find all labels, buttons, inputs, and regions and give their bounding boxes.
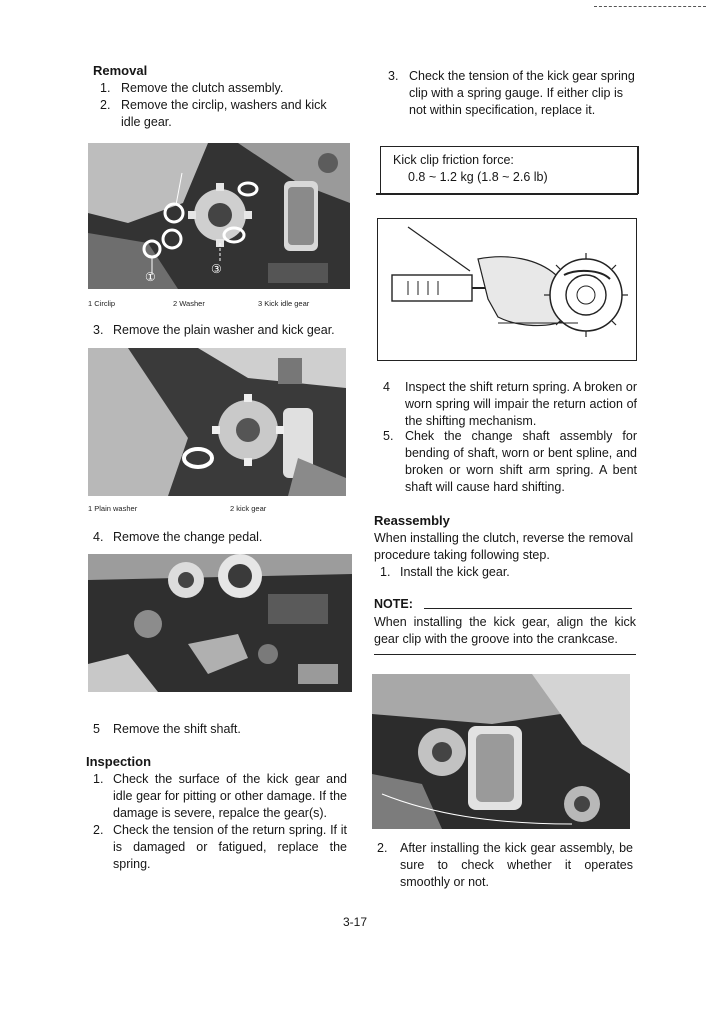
note-bottom-rule <box>374 654 636 655</box>
step-text: Remove the shift shaft. <box>113 722 241 736</box>
note-label-rule <box>424 608 632 609</box>
note-text: When installing the kick gear, align the kick gear clip with the groove into the crankcase. <box>374 615 636 646</box>
figure-spring-gauge-drawing <box>377 218 637 361</box>
step-number: 1. <box>93 772 104 786</box>
step-number: 2. <box>377 841 388 855</box>
scan-mark <box>594 6 706 7</box>
spec-box <box>380 146 639 194</box>
figure-change-pedal-photo <box>88 554 352 692</box>
step-number: 2. <box>93 823 104 837</box>
step-number: 5 <box>93 722 100 736</box>
fig2-caption-plain-washer: 1 Plain washer <box>88 504 138 513</box>
note-label: NOTE: <box>374 597 413 611</box>
step-number: 3. <box>388 69 399 83</box>
step-text: Check the tension of the return spring. If it is damaged or fatigued, replace the spring. <box>113 823 347 871</box>
step-text: Inspect the shift return spring. A broken or worn spring will impair the return action of the shifting mechanism. <box>405 380 637 428</box>
step-number: 5. <box>383 429 394 443</box>
step-text: Chek the change shaft assembly for bending of shaft, worn or bent spline, and broken or worn shift arm spring. A bent shaft will cause hard shifting. <box>405 429 637 494</box>
callout-3: ③ <box>211 262 222 276</box>
spec-value: 0.8 ~ 1.2 kg (1.8 ~ 2.6 lb) <box>408 170 548 184</box>
inspection-heading: Inspection <box>86 754 152 769</box>
step-number: 2. <box>100 98 111 112</box>
fig1-caption-kick-idle-gear: 3 Kick idle gear <box>258 299 310 308</box>
step-text: After installing the kick gear assembly, be sure to check whether it operates smoothly or not. <box>400 841 633 889</box>
fig1-caption-circlip: 1 Circlip <box>88 299 116 308</box>
step-text: Remove the plain washer and kick gear. <box>113 323 335 337</box>
step-text: Install the kick gear. <box>400 565 510 579</box>
removal-heading: Removal <box>93 63 148 78</box>
step-number: 1. <box>380 565 391 579</box>
callout-1: ① <box>145 270 156 284</box>
step-number: 4 <box>383 380 390 394</box>
step-number: 3. <box>93 323 104 337</box>
step-number: 1. <box>100 81 111 95</box>
fig2-caption-kick-gear: 2 kick gear <box>230 504 267 513</box>
figure-plain-washer-kick-gear-photo <box>88 348 346 496</box>
reassembly-intro: When installing the clutch, reverse the removal procedure taking following step. <box>374 531 634 562</box>
page-number: 3-17 <box>343 915 368 929</box>
step-number: 4. <box>93 530 104 544</box>
step-text: Remove the change pedal. <box>113 530 263 544</box>
step-text: Remove the clutch assembly. <box>121 81 284 95</box>
fig1-caption-washer: 2 Washer <box>173 299 205 308</box>
step-text: Remove the circlip, washers and kick idle gear. <box>121 98 327 129</box>
step-text: Check the tension of the kick gear spring clip with a spring gauge. If either clip is not within specification, replace it. <box>409 69 635 117</box>
spec-box-bottom-rule <box>376 193 638 195</box>
figure-kick-gear-installed-photo <box>372 674 630 829</box>
spec-label: Kick clip friction force: <box>393 153 514 167</box>
reassembly-heading: Reassembly <box>374 513 450 528</box>
step-text: Check the surface of the kick gear and idle gear for pitting or other damage. If the damage is severe, repalce the gear(s). <box>113 772 347 820</box>
